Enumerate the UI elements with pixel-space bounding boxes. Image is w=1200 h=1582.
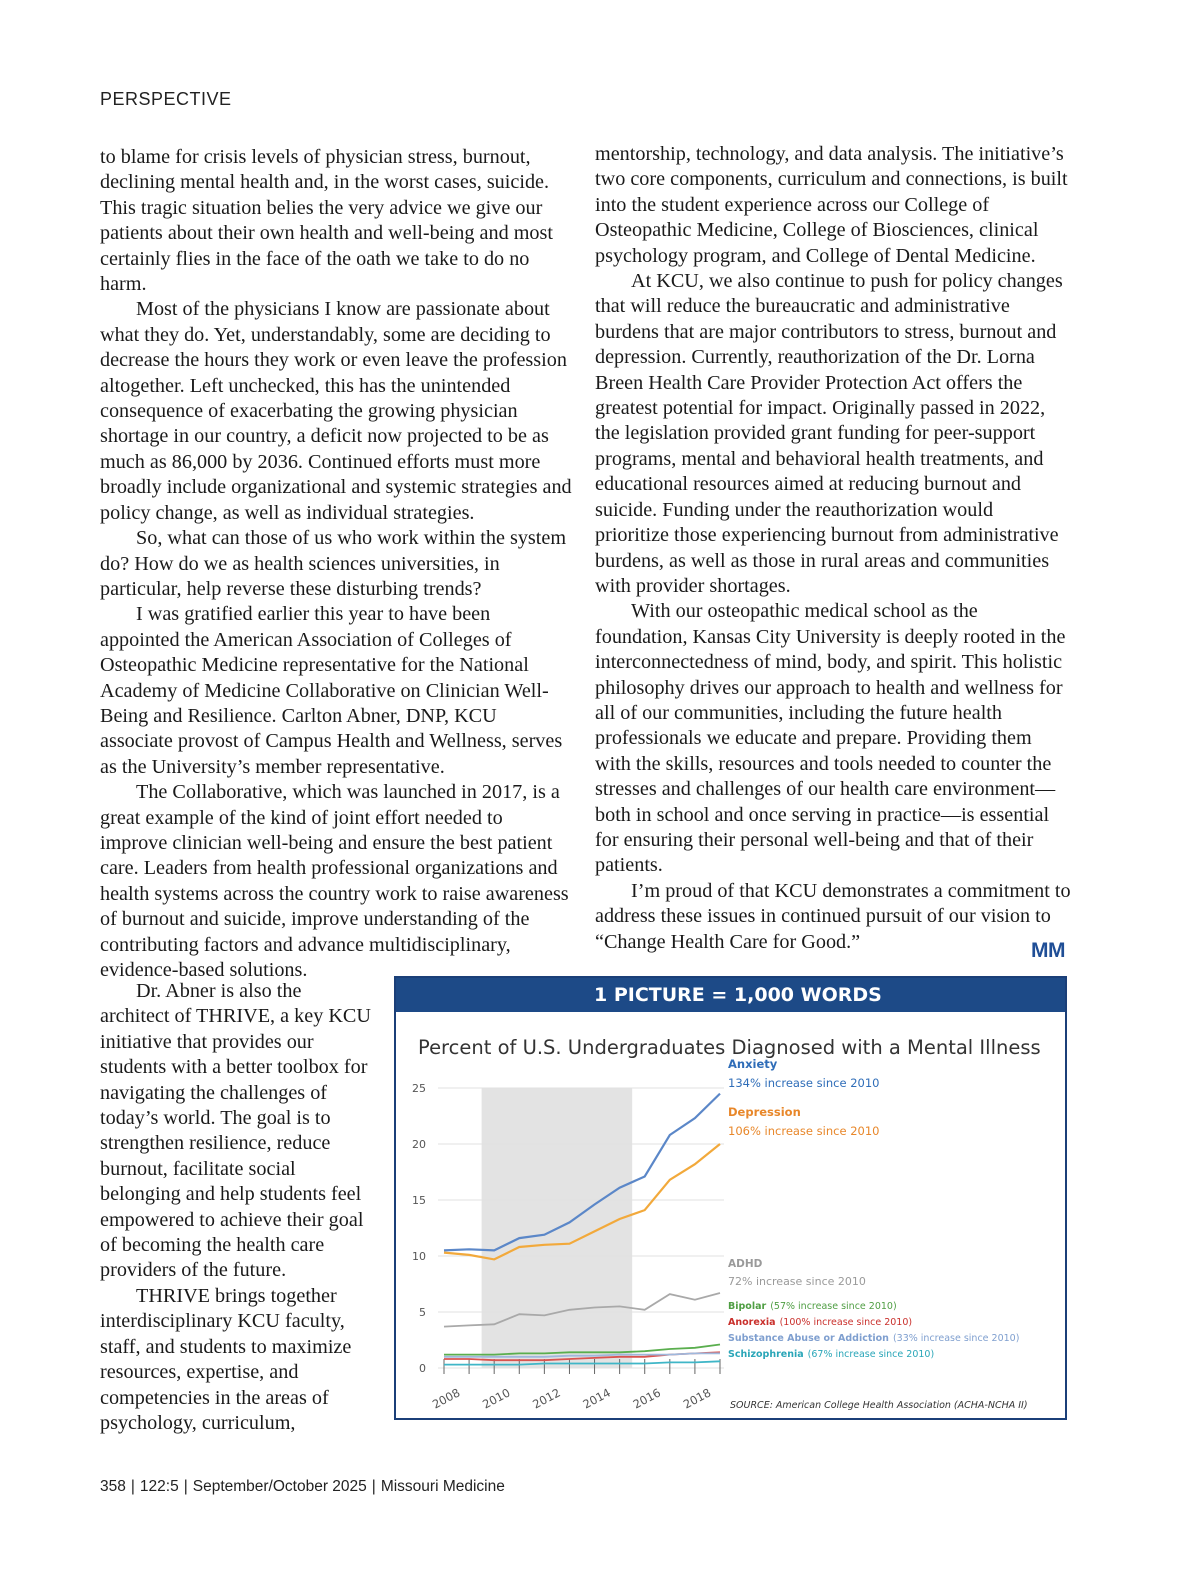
figure-banner xyxy=(396,978,1065,1012)
series-label-anxiety: Anxiety xyxy=(728,1057,778,1071)
y-tick-label: 0 xyxy=(419,1362,426,1375)
x-tick-label: 2008 xyxy=(429,1385,463,1412)
article-paragraph: Dr. Abner is also the architect of THRIVE, a key KCU initiative that provides our students with a better toolbox for navigating the challenges of today’s world. The goal is to strengthen resilience, reduce burnout, facilitate social belonging and help students feel empowered to achieve their goal of becoming the health care providers of the future. xyxy=(100,980,371,1282)
figure-banner-text: 1 PICTURE = 1,000 WORDS xyxy=(594,984,882,1006)
article-paragraph: So, what can those of us who work within the system do? How do we as health sciences universities, in particular, help reverse these disturbing trends? xyxy=(100,527,567,600)
series-label-adhd: ADHD xyxy=(728,1258,763,1270)
series-note-depression: 106% increase since 2010 xyxy=(728,1124,880,1138)
footer-separator: | xyxy=(371,1478,376,1495)
x-tick-label: 2010 xyxy=(480,1385,513,1412)
chart-source: SOURCE: American College Health Association (ACHA-NCHA II) xyxy=(730,1400,1028,1411)
series-note-anorexia: (100% increase since 2010) xyxy=(779,1317,913,1328)
y-tick-label: 5 xyxy=(419,1306,426,1319)
mental-illness-line-chart xyxy=(396,1012,1065,1418)
series-label-bipolar: Bipolar xyxy=(728,1301,767,1312)
page-footer xyxy=(100,1478,505,1496)
article-paragraph: I was gratified earlier this year to have been appointed the American Association of Colleges of Osteopathic Medicine representative for the National Academy of Medicine Collaborative on Clinician Well-Being and Resilience. Carlton Abner, DNP, KCU associate provost of Campus Health and Wellness, serves as the University’s member representative. xyxy=(100,603,563,778)
article-column-right xyxy=(595,142,1071,955)
article-paragraph: Most of the physicians I know are passionate about what they do. Yet, understandably, some are deciding to decrease the hours they work or even leave the profession altogether. Left unchecked, this has the unintended consequence of exacerbating the growing physician shortage in our country, a deficit now projected to be as much as 86,000 by 2036. Continued efforts must more broadly include organizational and systemic strategies and policy change, as well as individual strategies. xyxy=(100,298,572,524)
x-tick-label: 2018 xyxy=(680,1385,714,1412)
footer-separator: | xyxy=(183,1478,188,1495)
series-note-bipolar: (57% increase since 2010) xyxy=(770,1301,897,1312)
series-note-schizophrenia: (67% increase since 2010) xyxy=(807,1349,935,1360)
article-paragraph: The Collaborative, which was launched in 2017, is a great example of the kind of joint effort needed to improve clinician well-being and ensure the best patient care. Leaders from health professional organizations and health systems across the country work to raise awareness of burnout and suicide, improve understanding of the contributing factors and advance multidisciplinary, evidence-based solutions. xyxy=(100,781,569,981)
figure-box xyxy=(394,976,1067,1420)
article-paragraph: With our osteopathic medical school as the foundation, Kansas City University is deeply rooted in the interconnectedness of mind, body, and spirit. This holistic philosophy drives our approach to health and wellness for all of our communities, including the future health professionals we educate and prepare. Providing them with the skills, resources and tools needed to counter the stresses and challenges of our health care environment—both in school and once serving in practice—is essential for ensuring their personal well-being and that of their patients. xyxy=(595,600,1066,877)
series-label-depression: Depression xyxy=(728,1105,801,1119)
y-tick-label: 20 xyxy=(412,1138,426,1151)
y-tick-label: 25 xyxy=(412,1082,426,1095)
x-tick-label: 2012 xyxy=(530,1385,563,1412)
series-label-anorexia: Anorexia xyxy=(728,1317,776,1328)
end-mark: MM xyxy=(1031,939,1065,962)
y-tick-label: 15 xyxy=(412,1194,426,1207)
series-note-substance-abuse-or-addiction: (33% increase since 2010) xyxy=(892,1333,1020,1344)
article-paragraph: mentorship, technology, and data analysis. The initiative’s two core components, curriculum and connections, is built into the student experience across our College of Osteopathic Medicine, College of Biosciences, clinical psychology program, and College of Dental Medicine. xyxy=(595,143,1068,267)
series-label-schizophrenia: Schizophrenia xyxy=(728,1349,804,1360)
footer-issue: 122:5 xyxy=(139,1478,179,1495)
article-paragraph: At KCU, we also continue to push for policy changes that will reduce the bureaucratic and administrative burdens that are major contributors to stress, burnout and depression. Currently, reauthorization of the Dr. Lorna Breen Health Care Provider Protection Act offers the greatest potential for impact. Originally passed in 2022, the legislation provided grant funding for peer-support programs, mental and behavioral health treatments, and educational resources aimed at reducing burnout and suicide. Funding under the reauthorization would prioritize those experiencing burnout from administrative burdens, as well as those in rural areas and communities with provider shortages. xyxy=(595,270,1063,597)
x-tick-label: 2016 xyxy=(630,1385,664,1412)
y-tick-label: 10 xyxy=(412,1250,426,1263)
series-note-anxiety: 134% increase since 2010 xyxy=(728,1076,880,1090)
article-paragraph: to blame for crisis levels of physician stress, burnout, declining mental health and, in the worst cases, suicide. This tragic situation belies the very advice we give our patients about their own health and well-being and most certainly flies in the face of the oath we take to do no harm. xyxy=(100,146,553,296)
section-label: PERSPECTIVE xyxy=(100,89,232,109)
article-column-left xyxy=(100,145,572,983)
article-paragraph: I’m proud of that KCU demonstrates a commitment to address these issues in continued pursuit of our vision to “Change Health Care for Good.” xyxy=(595,879,1071,953)
article-paragraph: THRIVE brings together interdisciplinary KCU faculty, staff, and students to maximize resources, expertise, and competencies in the areas of psychology, curriculum, xyxy=(100,1284,352,1434)
series-label-substance-abuse-or-addiction: Substance Abuse or Addiction xyxy=(728,1333,889,1344)
article-column-left-narrow xyxy=(100,979,372,1436)
chart-title: Percent of U.S. Undergraduates Diagnosed with a Mental Illness xyxy=(418,1036,1041,1059)
footer-journal: Missouri Medicine xyxy=(380,1478,505,1495)
footer-page-number: 358 xyxy=(100,1478,126,1495)
series-note-adhd: 72% increase since 2010 xyxy=(728,1275,866,1288)
footer-date: September/October 2025 xyxy=(192,1478,367,1495)
x-tick-label: 2014 xyxy=(580,1385,613,1412)
footer-separator: | xyxy=(130,1478,135,1495)
